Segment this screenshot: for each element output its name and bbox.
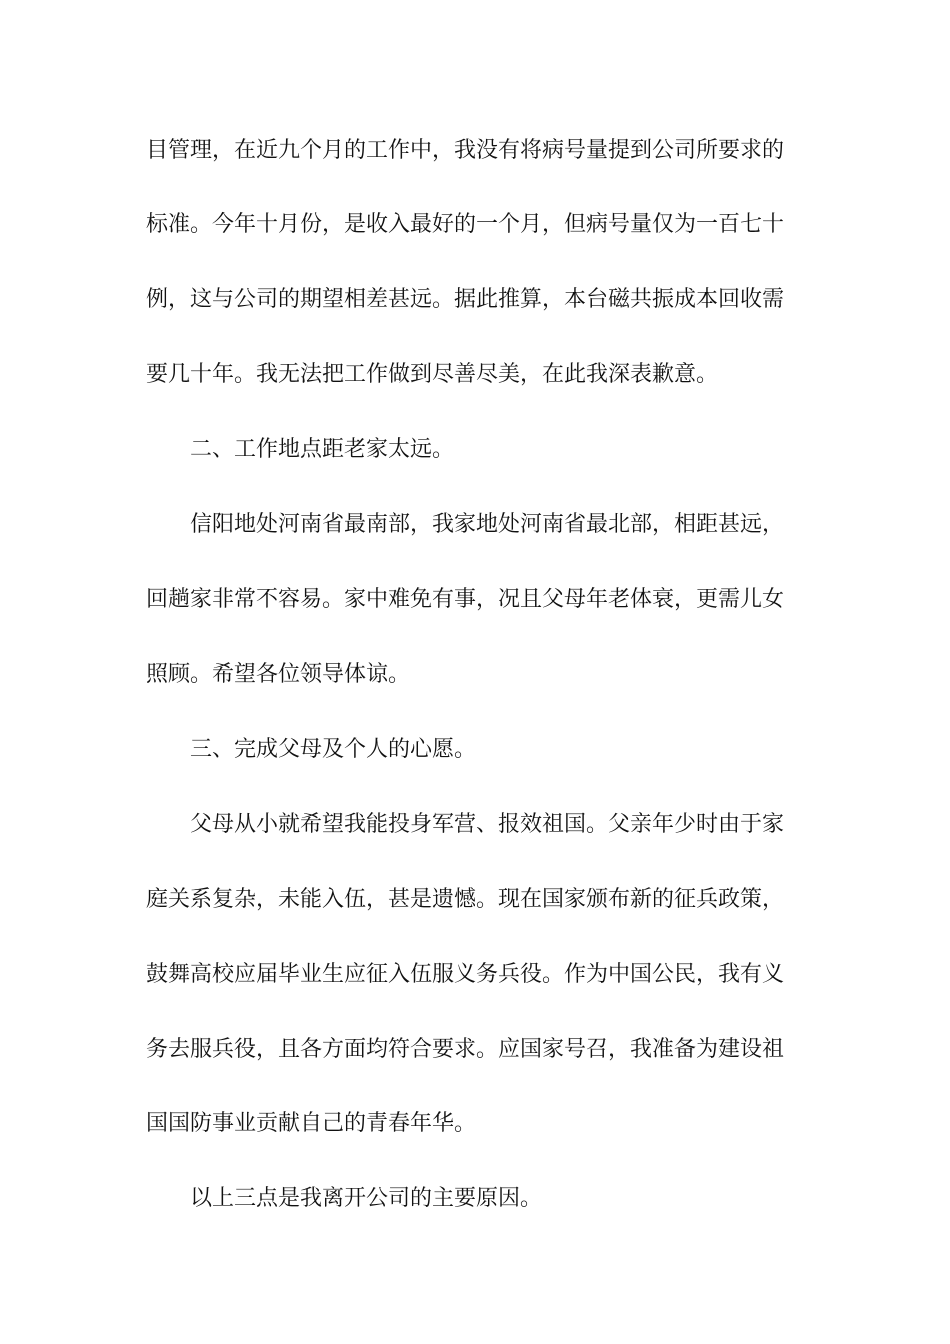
paragraph-line: 庭关系复杂，未能入伍，甚是遗憾。现在国家颁布新的征兵政策， [146, 887, 785, 912]
paragraph-line: 目管理，在近九个月的工作中，我没有将病号量提到公司所要求的 [146, 138, 785, 163]
paragraph-line: 标准。今年十月份，是收入最好的一个月，但病号量仅为一百七十 [146, 212, 785, 237]
paragraph-line: 回趟家非常不容易。家中难免有事，况且父母年老体衰，更需儿女 [146, 587, 785, 612]
paragraph-line: 照顾。希望各位领导体谅。 [146, 662, 411, 687]
paragraph-line: 国国防事业贡献自己的青春年华。 [146, 1111, 477, 1136]
paragraph-line: 例，这与公司的期望相差甚远。据此推算，本台磁共振成本回收需 [146, 287, 785, 312]
paragraph-line: 父母从小就希望我能投身军营、报效祖国。父亲年少时由于家 [190, 812, 785, 837]
paragraph-line: 要几十年。我无法把工作做到尽善尽美，在此我深表歉意。 [146, 362, 719, 387]
paragraph-line: 鼓舞高校应届毕业生应征入伍服义务兵役。作为中国公民，我有义 [146, 962, 785, 987]
paragraph-line: 信阳地处河南省最南部，我家地处河南省最北部，相距甚远， [190, 512, 785, 537]
closing-line: 以上三点是我离开公司的主要原因。 [190, 1186, 543, 1211]
section-heading-3: 三、完成父母及个人的心愿。 [190, 737, 477, 762]
paragraph-line: 务去服兵役，且各方面均符合要求。应国家号召，我准备为建设祖 [146, 1037, 785, 1062]
section-heading-2: 二、工作地点距老家太远。 [190, 437, 455, 462]
